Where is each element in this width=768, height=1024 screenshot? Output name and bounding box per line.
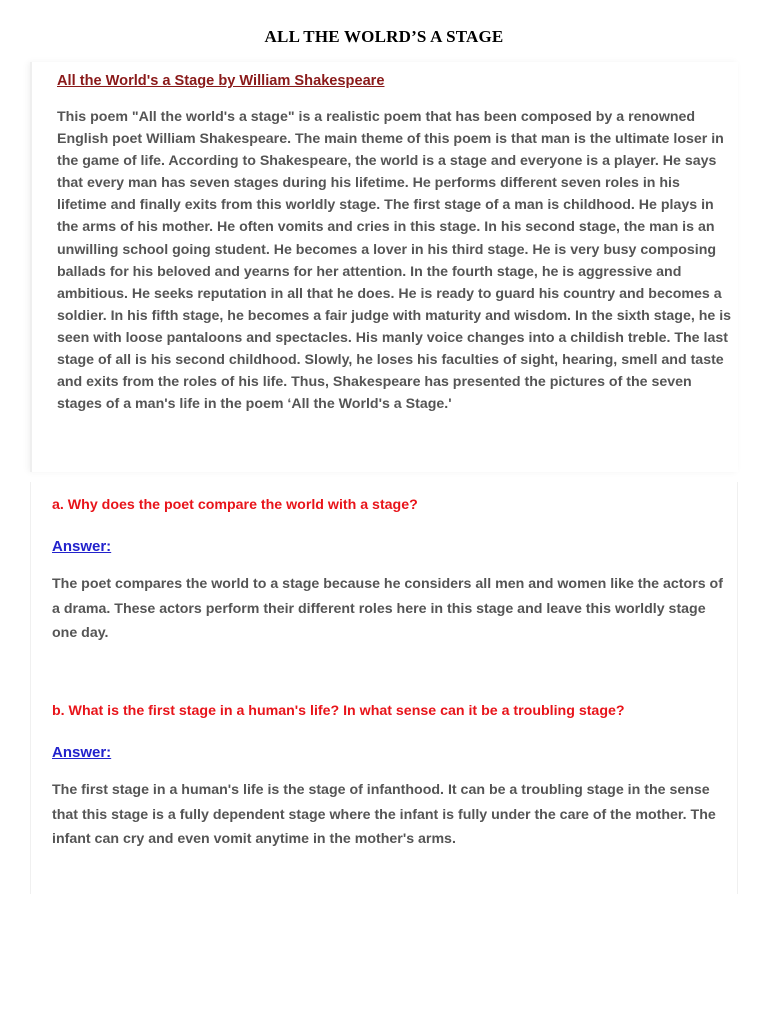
- page-title: ALL THE WOLRD’S A STAGE: [264, 27, 504, 46]
- answer-b-link[interactable]: Answer:: [52, 744, 112, 761]
- summary-heading: All the World's a Stage by William Shakespeare: [57, 73, 385, 89]
- question-a: a. Why does the poet compare the world with a stage?: [52, 497, 418, 513]
- answer-a-text: The poet compares the world to a stage because he considers all men and women like the actors of a drama. These actors perform their different roles here in this stage and leave this worldly stage one day.: [52, 576, 723, 641]
- poem-summary-section: [30, 62, 738, 472]
- questions-section: [30, 482, 738, 894]
- answer-b-text: The first stage in a human's life is the stage of infanthood. It can be a troubling stage in the sense that this stage is a fully dependent stage where the infant is fully under the care of the mother. The infant can cry and even vomit anytime in the mother's arms.: [52, 782, 716, 847]
- question-b: b. What is the first stage in a human's life? In what sense can it be a troubling stage?: [52, 703, 625, 719]
- answer-a-link[interactable]: Answer:: [52, 538, 112, 555]
- summary-paragraph: This poem "All the world's a stage" is a realistic poem that has been composed by a renowned English poet William Shakespeare. The main theme of this poem is that man is the ultimate loser in the game of life. According to Shakespeare, the world is a stage and everyone is a player. He says that every man has seven stages during his lifetime. He performs different seven roles in his lifetime and finally exits from this worldly stage. The first stage of a man is childhood. He plays in the arms of his mother. He often vomits and cries in this stage. In his second stage, the man is an unwilling school going student. He becomes a lover in his third stage. He is very busy composing ballads for his beloved and yearns for her attention. In the fourth stage, he is aggressive and ambitious. He seeks reputation in all that he does. He is ready to guard his country and becomes a soldier. In his fifth stage, he becomes a fair judge with maturity and wisdom. In the sixth stage, he is seen with loose pantaloons and spectacles. His manly voice changes into a childish treble. The last stage of all is his second childhood. Slowly, he loses his faculties of sight, hearing, smell and taste and exits from the roles of his life. Thus, Shakespeare has presented the pictures of the seven stages of a man's life in the poem ‘All the World's a Stage.': [57, 109, 732, 413]
